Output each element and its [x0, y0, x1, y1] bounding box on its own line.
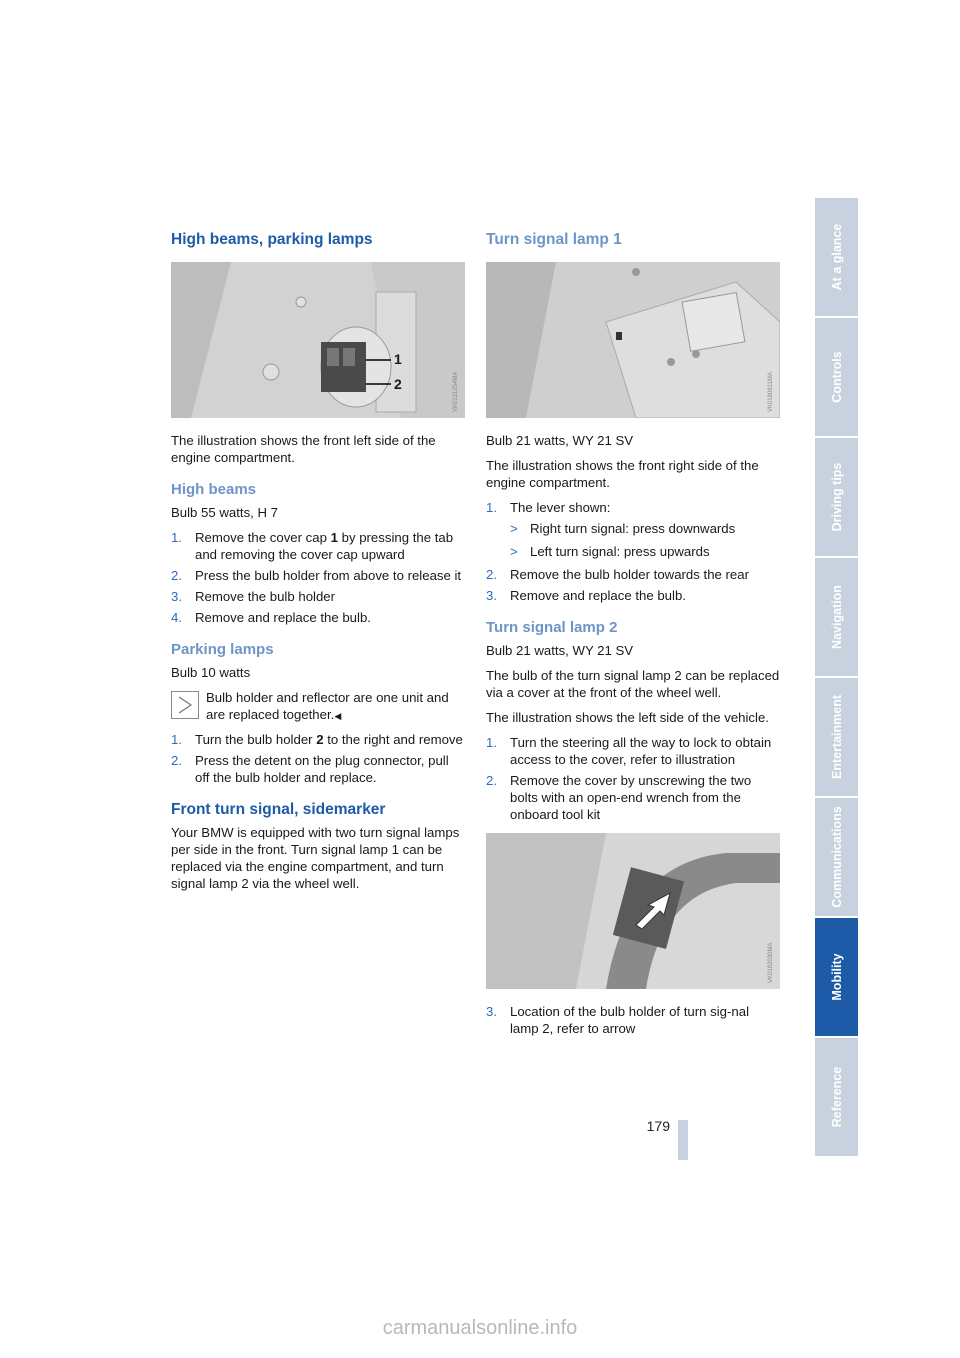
note-text: Bulb holder and reflector are one unit and are replaced together. [206, 690, 449, 722]
page-marker [678, 1120, 688, 1160]
step: 2. Press the detent on the plug connector, pull off the bulb holder and replace. [171, 753, 449, 785]
heading-parking-lamps: Parking lamps [171, 641, 274, 658]
heading-turn-signal-1: Turn signal lamp 1 [486, 231, 622, 248]
note-box [171, 689, 466, 725]
step: 3. Remove and replace the bulb. [486, 588, 686, 603]
parking-steps [171, 731, 466, 786]
parking-bulb: Bulb 10 watts [171, 665, 251, 680]
heading-high-beams: High beams [171, 481, 257, 498]
tab-reference[interactable]: Reference [815, 1038, 858, 1156]
step: 1. Turn the bulb holder 2 to the right and remove [171, 732, 463, 747]
step: 3. Location of the bulb holder of turn sig-nal lamp 2, refer to arrow [486, 1004, 749, 1036]
lamp2-bulb: Bulb 21 watts, WY 21 SV [486, 643, 634, 658]
step: 2. Remove the cover by unscrewing the two bolts with an open-end wrench from the onboard tool kit [486, 773, 752, 822]
note-arrow-icon [171, 691, 199, 719]
engine-left-illustration [171, 262, 465, 418]
front-turn-text: Your BMW is equipped with two turn signal lamps per side in the front. Turn signal lamp 1 can be replaced via the engine compartment, and turn signal lamp 2 via the wheel well. [171, 825, 460, 891]
lamp1-bulb: Bulb 21 watts, WY 21 SV [486, 433, 634, 448]
engine-right-drawing [486, 262, 780, 418]
high-beams-bulb: Bulb 55 watts, H 7 [171, 505, 279, 520]
step: 1. Turn the steering all the way to lock to obtain access to the cover, refer to illustration [486, 735, 772, 767]
tab-at-a-glance[interactable]: At a glance [815, 198, 858, 316]
bullet: > Left turn signal: press upwards [510, 544, 710, 559]
lamp1-bullets [486, 520, 781, 560]
svg-text:VK0121254MA: VK0121254MA [453, 371, 459, 412]
engine-right-illustration [486, 262, 780, 418]
watermark: carmanualsonline.info [382, 1317, 578, 1339]
page-number: 179 [646, 1118, 670, 1134]
wheel-well-illustration [486, 833, 780, 989]
high-beams-steps [171, 529, 466, 626]
heading-front-turn-signal: Front turn signal, sidemarker [171, 801, 386, 818]
tab-entertainment[interactable]: Entertainment [815, 678, 858, 796]
lamp1-steps-cont [486, 566, 781, 604]
tab-controls[interactable]: Controls [815, 318, 858, 436]
lamp1-intro: The illustration shows the front right side of the engine compartment. [486, 458, 759, 490]
step: 2. Press the bulb holder from above to release it [171, 568, 462, 583]
svg-text:VK0182030MA: VK0182030MA [768, 942, 774, 983]
step: 4. Remove and replace the bulb. [171, 610, 371, 625]
callout-1: 1 [394, 351, 402, 367]
intro-text: The illustration shows the front left side of the engine compartment. [171, 433, 436, 465]
step: 2. Remove the bulb holder towards the rear [486, 567, 749, 582]
tab-mobility[interactable]: Mobility [815, 918, 858, 1036]
engine-left-drawing [171, 262, 465, 418]
chapter-tabs [815, 198, 858, 1158]
heading-high-beams-parking: High beams, parking lamps [171, 231, 373, 248]
lamp2-steps-cont [486, 1003, 781, 1037]
svg-text:VK0180811MA: VK0180811MA [768, 372, 774, 412]
step: 3. Remove the bulb holder [171, 589, 336, 604]
step: 1. The lever shown: [486, 500, 611, 515]
lamp2-steps [486, 734, 781, 823]
tab-navigation[interactable]: Navigation [815, 558, 858, 676]
bullet: > Right turn signal: press downwards [510, 521, 736, 536]
tab-communications[interactable]: Communications [815, 798, 858, 916]
step: 1. Remove the cover cap 1 by pressing the tab and removing the cover cap upward [171, 530, 454, 562]
right-column [486, 230, 781, 1045]
lamp1-steps [486, 499, 781, 516]
heading-turn-signal-2: Turn signal lamp 2 [486, 619, 618, 636]
callout-2: 2 [394, 376, 402, 392]
tab-driving-tips[interactable]: Driving tips [815, 438, 858, 556]
end-mark: ◀ [334, 711, 342, 721]
lamp2-p1: The bulb of the turn signal lamp 2 can be replaced via a cover at the front of the wheel well. [486, 668, 780, 700]
left-column [171, 230, 466, 900]
wheel-well-drawing [486, 833, 780, 989]
lamp2-p2: The illustration shows the left side of the vehicle. [486, 710, 769, 725]
